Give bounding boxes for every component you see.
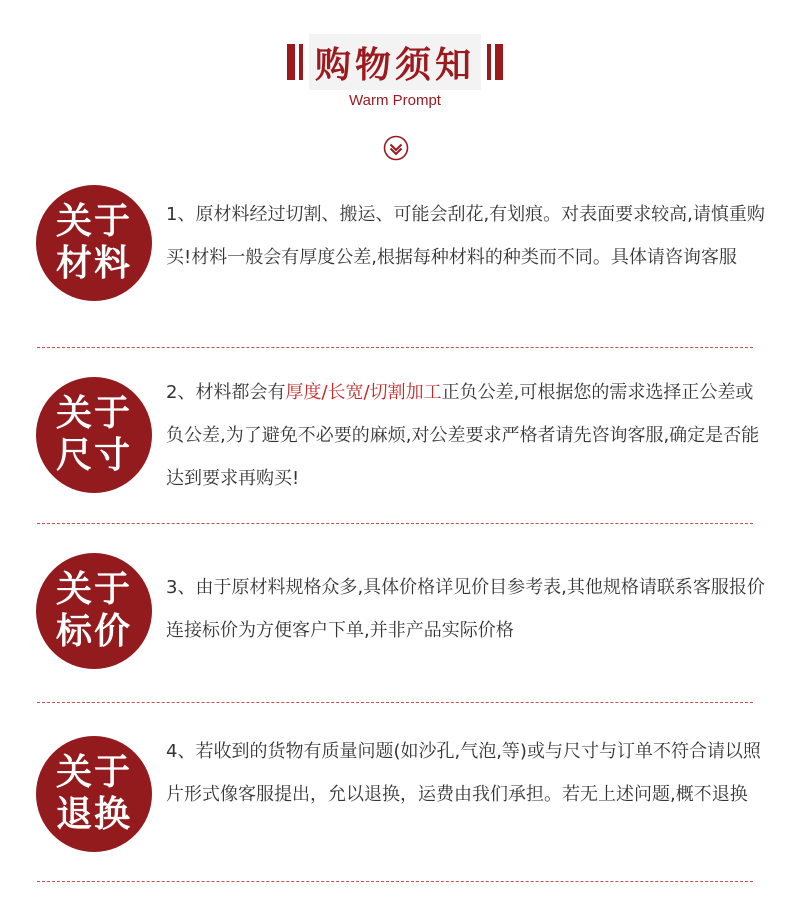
badge-line: 退换	[55, 794, 132, 835]
section-badge	[36, 377, 152, 493]
divider	[37, 523, 753, 524]
badge-line: 尺寸	[55, 435, 132, 476]
section-badge	[36, 553, 152, 669]
section-text	[166, 371, 766, 500]
title-box	[309, 34, 481, 90]
divider	[37, 702, 753, 703]
divider	[37, 347, 753, 348]
text-part: 2、材料都会有	[166, 382, 286, 403]
title-block	[287, 34, 503, 92]
text-part: 正负公差,可根据您的需求选择正公差或负公差,为了避免不必要的麻烦,对公差要求严格者请先咨询客服,确定是否能达到要求再购买!	[166, 382, 760, 489]
text-part: 1、原材料经过切割、搬运、可能会刮花,有划痕。对表面要求较高,请慎重购买!材料一般会有厚度公差,根据每种材料的种类而不同。具体请咨询客服	[166, 204, 765, 268]
header	[0, 0, 790, 175]
section-text	[166, 566, 766, 652]
section-return	[0, 710, 790, 880]
section-text	[166, 193, 766, 279]
badge-line: 关于	[55, 201, 132, 242]
chevron-down-circle-icon	[383, 135, 409, 161]
section-badge	[36, 185, 152, 301]
title-decoration-bar	[287, 44, 295, 80]
divider	[37, 881, 753, 882]
page-subtitle: Warm Prompt	[349, 92, 441, 109]
title-decoration-bar	[487, 44, 491, 80]
text-part: 4、若收到的货物有质量问题(如沙孔,气泡,等)或与尺寸与订单不符合请以照片形式像客服提出，允以退换，运费由我们承担。若无上述问题,概不退换	[166, 741, 761, 805]
title-decoration-bar	[299, 44, 303, 80]
badge-line: 标价	[55, 611, 132, 652]
section-text	[166, 730, 766, 816]
text-part: 3、由于原材料规格众多,具体价格详见价目参考表,其他规格请联系客服报价连接标价为方便客户下单,并非产品实际价格	[166, 577, 765, 641]
section-price	[0, 530, 790, 700]
badge-line: 关于	[55, 752, 132, 793]
text-highlight: 厚度/长宽/切割加工	[285, 382, 442, 403]
badge-line: 关于	[55, 393, 132, 434]
section-size	[0, 355, 790, 525]
badge-line: 材料	[55, 243, 132, 284]
badge-line: 关于	[55, 569, 132, 610]
page-title: 购物须知	[314, 44, 475, 86]
section-material	[0, 175, 790, 345]
section-badge	[36, 736, 152, 852]
title-decoration-bar	[495, 44, 503, 80]
